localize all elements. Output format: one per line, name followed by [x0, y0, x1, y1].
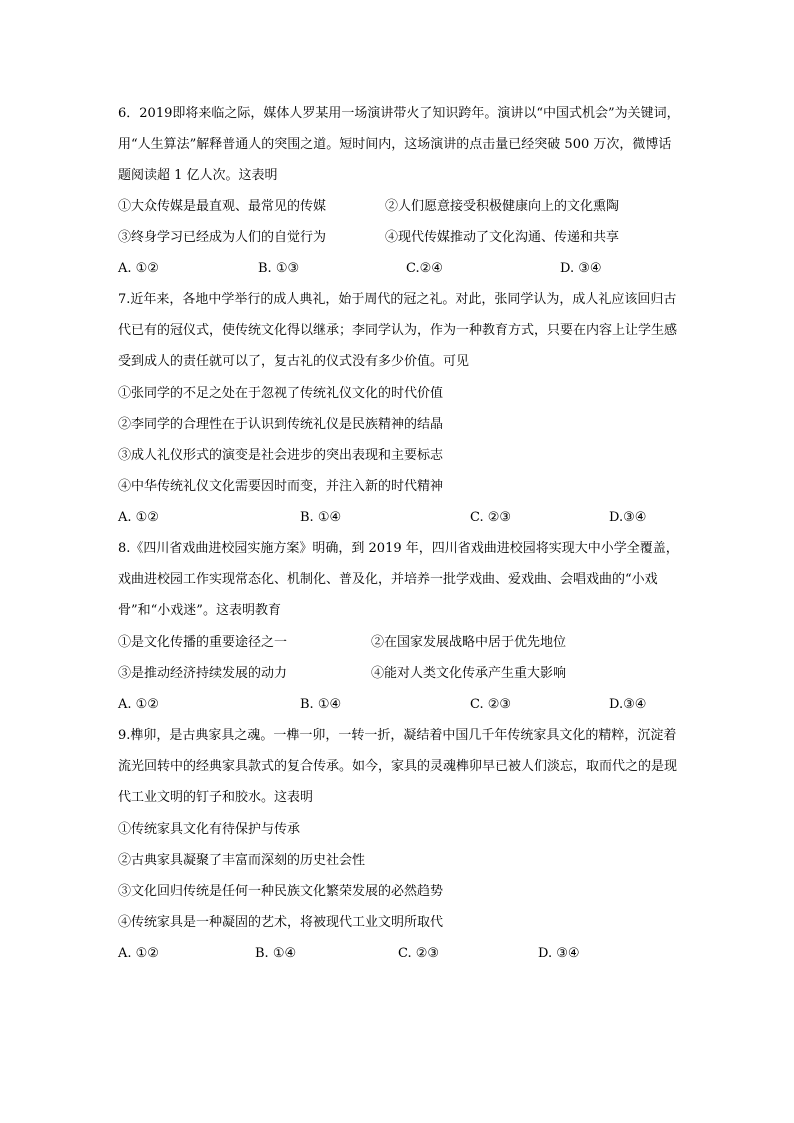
question-8-choice-d[interactable]: D.③④	[609, 697, 647, 712]
question-9-choice-b[interactable]: B. ①④	[255, 946, 297, 961]
question-8-statement-3: ③是推动经济持续发展的动力	[118, 666, 288, 681]
question-9-statement-2: ②古典家具凝聚了丰富而深刻的历史社会性	[118, 853, 366, 868]
question-9-stem: 9.榫卯，是古典家具之魂。一榫一卯，一转一折，凝结着中国几千年传统家具文化的精粹，沉淀着流光回转中的经典家具款式的复合传承。如今，家具的灵魂榫卯早已被人们淡忘，取而代之的是现代工业文明的钉子和胶水。这表明	[118, 728, 678, 805]
question-7-statement-1: ①张同学的不足之处在于忽视了传统礼仪文化的时代价值	[118, 386, 444, 401]
question-6-statement-2: ②人们愿意接受积极健康向上的文化熏陶	[385, 199, 620, 214]
question-6-choice-b[interactable]: B. ①③	[258, 261, 300, 276]
question-7-choice-d[interactable]: D.③④	[609, 510, 647, 525]
question-8-stem: 8.《四川省戏曲进校园实施方案》明确，到 2019 年，四川省戏曲进校园将实现大中小学全覆盖，戏曲进校园工作实现常态化、机制化、普及化，并培养一批学戏曲、爱戏曲、会唱戏曲的“小戏骨”和“小戏迷”。这表明教育	[118, 541, 679, 618]
question-9-statement-4: ④传统家具是一种凝固的艺术，将被现代工业文明所取代	[118, 915, 444, 930]
question-8-choice-c[interactable]: C. ②③	[470, 697, 512, 712]
question-9-choice-d[interactable]: D. ③④	[538, 946, 580, 961]
question-6-choice-c[interactable]: C.②④	[406, 261, 443, 276]
question-8-statement-2: ②在国家发展战略中居于优先地位	[371, 635, 567, 650]
question-6-statement-3: ③终身学习已经成为人们的自觉行为	[118, 230, 327, 245]
question-9-choice-a[interactable]: A. ①②	[118, 946, 159, 961]
question-7-choice-b[interactable]: B. ①④	[300, 510, 342, 525]
question-7-statement-4: ④中华传统礼仪文化需要因时而变，并注入新的时代精神	[118, 479, 444, 494]
question-7-choice-a[interactable]: A. ①②	[118, 510, 159, 525]
question-8-statement-4: ④能对人类文化传承产生重大影响	[371, 666, 567, 681]
question-6-statement-1: ①大众传媒是最直观、最常见的传媒	[118, 199, 327, 214]
question-9-statement-1: ①传统家具文化有待保护与传承	[118, 822, 301, 837]
question-7-statement-3: ③成人礼仪形式的演变是社会进步的突出表现和主要标志	[118, 448, 444, 463]
question-9-choice-c[interactable]: C. ②③	[398, 946, 440, 961]
question-6-statement-4: ④现代传媒推动了文化沟通、传递和共享	[385, 230, 620, 245]
question-8-choice-a[interactable]: A. ①②	[118, 697, 159, 712]
question-8-choice-b[interactable]: B. ①④	[300, 697, 342, 712]
question-8-statement-1: ①是文化传播的重要途径之一	[118, 635, 288, 650]
question-7-stem: 7.近年来，各地中学举行的成人典礼，始于周代的冠之礼。对此，张同学认为，成人礼应该回归古代已有的冠仪式，使传统文化得以继承；李同学认为，作为一种教育方式，只要在内容上让学生感受到成人的责任就可以了，复古礼的仪式没有多少价值。可见	[118, 292, 678, 369]
question-6-choice-a[interactable]: A. ①②	[118, 261, 159, 276]
question-6-stem: 6．2019即将来临之际，媒体人罗某用一场演讲带火了知识跨年。演讲以“中国式机会”为关键词，用“人生算法”解释普通人的突围之道。短时间内，这场演讲的点击量已经突破 500 万次，微博话题阅读超 1 亿人次。这表明	[118, 106, 680, 183]
question-7-statement-2: ②李同学的合理性在于认识到传统礼仪是民族精神的结晶	[118, 417, 444, 432]
question-9-statement-3: ③文化回归传统是任何一种民族文化繁荣发展的必然趋势	[118, 884, 444, 899]
question-6-choice-d[interactable]: D. ③④	[560, 261, 602, 276]
question-7-choice-c[interactable]: C. ②③	[470, 510, 512, 525]
